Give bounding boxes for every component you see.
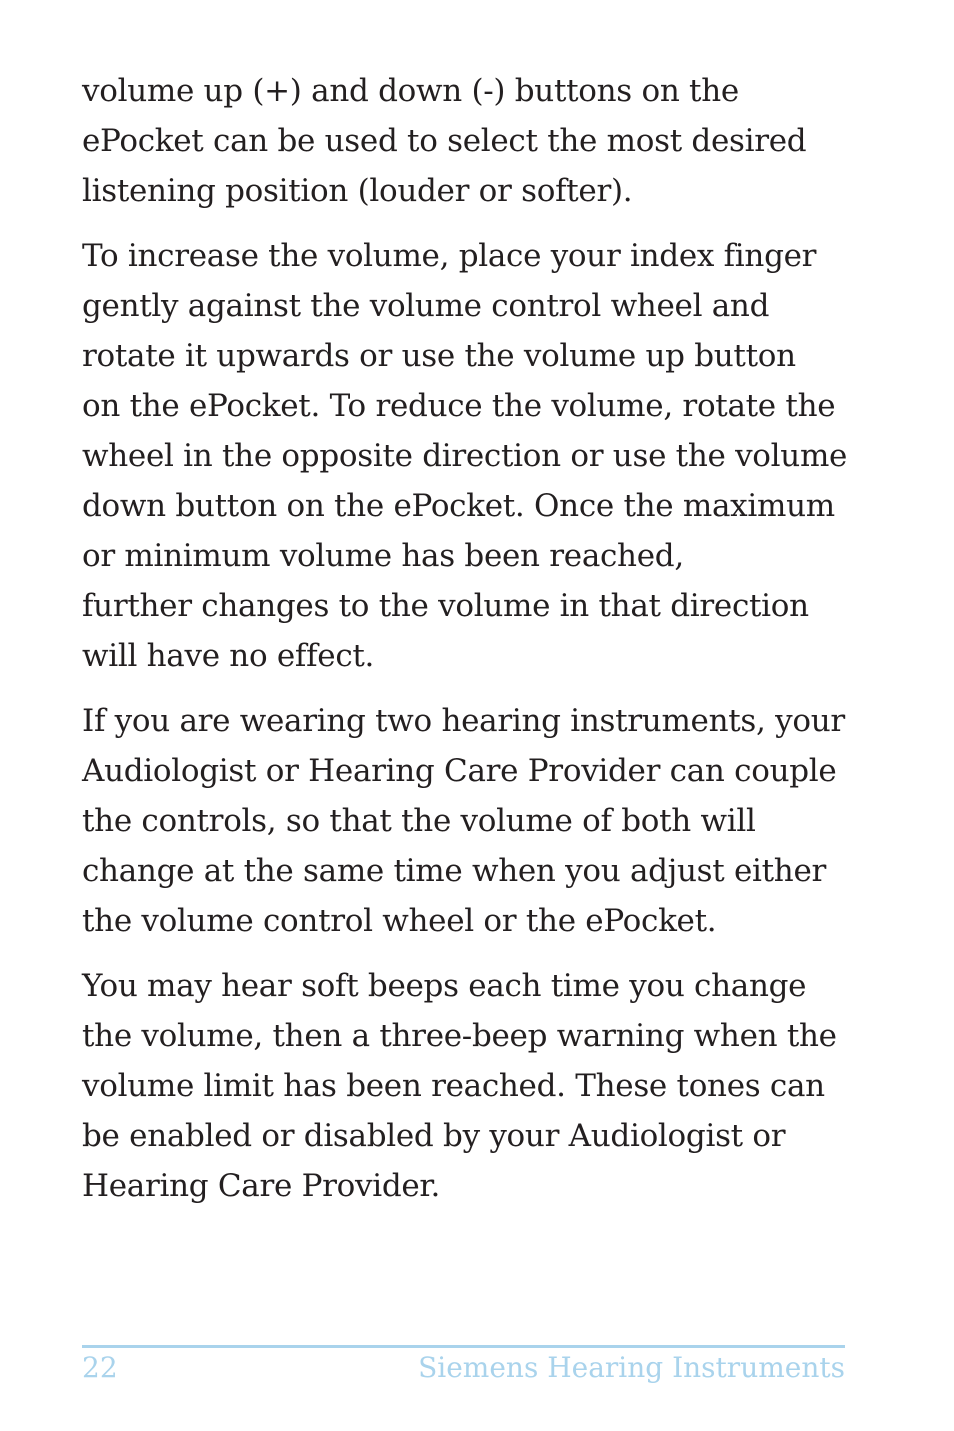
text-line: rotate it upwards or use the volume up button — [82, 338, 796, 374]
text-line: ePocket can be used to select the most desired — [82, 123, 807, 159]
text-line: volume limit has been reached. These tones can — [82, 1068, 825, 1104]
text-line: volume up (+) and down (-) buttons on the — [82, 73, 739, 109]
page-number: 22 — [82, 1351, 118, 1384]
text-line: gently against the volume control wheel and — [82, 288, 770, 324]
body-text — [82, 66, 872, 1226]
paragraph-two-instruments — [82, 696, 872, 946]
text-line: down button on the ePocket. Once the maximum — [82, 488, 835, 524]
text-line: listening position (louder or softer). — [82, 173, 633, 209]
paragraph-increase-volume — [82, 231, 872, 681]
footer-divider — [82, 1345, 845, 1348]
footer-brand: Siemens Hearing Instruments — [418, 1351, 845, 1384]
text-line: will have no effect. — [82, 638, 375, 674]
text-line: To increase the volume, place your index finger — [82, 238, 817, 274]
text-line: on the ePocket. To reduce the volume, rotate the — [82, 388, 836, 424]
text-line: further changes to the volume in that direction — [82, 588, 809, 624]
paragraph-volume-buttons — [82, 66, 872, 216]
paragraph-beeps — [82, 961, 872, 1211]
text-line: the controls, so that the volume of both will — [82, 803, 756, 839]
text-line: If you are wearing two hearing instruments, your — [82, 703, 845, 739]
text-line: or minimum volume has been reached, — [82, 538, 684, 574]
text-line: You may hear soft beeps each time you change — [82, 968, 807, 1004]
text-line: Audiologist or Hearing Care Provider can couple — [82, 753, 837, 789]
text-line: the volume, then a three-beep warning when the — [82, 1018, 837, 1054]
text-line: wheel in the opposite direction or use the volume — [82, 438, 848, 474]
text-line: Hearing Care Provider. — [82, 1168, 441, 1204]
text-line: change at the same time when you adjust either — [82, 853, 827, 889]
text-line: the volume control wheel or the ePocket. — [82, 903, 717, 939]
text-line: be enabled or disabled by your Audiologist or — [82, 1118, 786, 1154]
